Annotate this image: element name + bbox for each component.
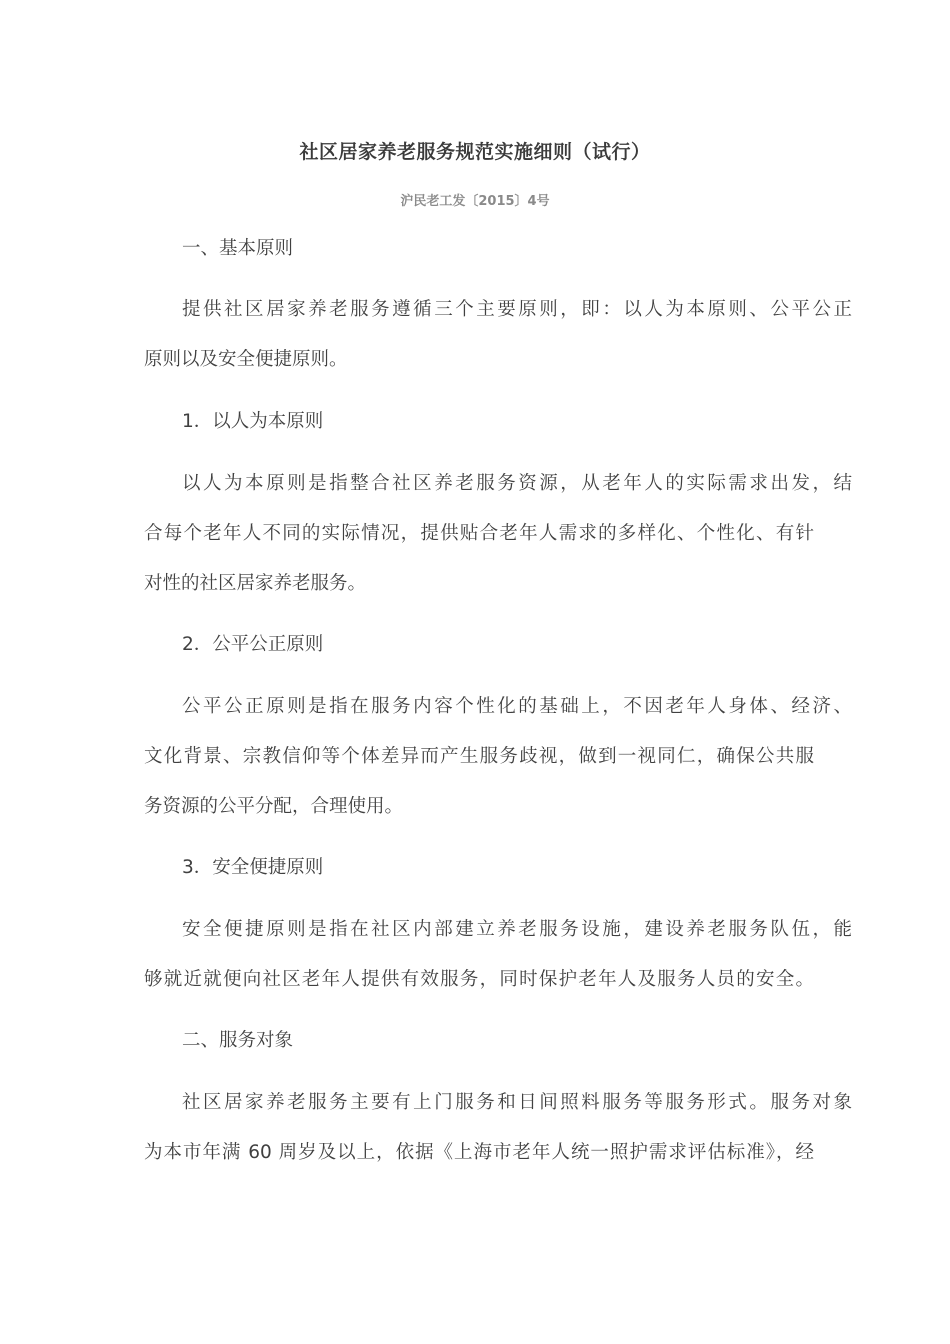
subsection-heading-fairness: 2．公平公正原则 [182, 634, 324, 655]
paragraph-line: 以人为本原则是指整合社区养老服务资源，从老年人的实际需求出发，结 [182, 473, 852, 494]
paragraph-line: 够就近就便向社区老年人提供有效服务，同时保护老年人及服务人员的安全。 [144, 969, 814, 990]
paragraph-line: 安全便捷原则是指在社区内部建立养老服务设施，建设养老服务队伍，能 [182, 919, 852, 940]
subsection-heading-safety: 3．安全便捷原则 [182, 857, 324, 878]
section-heading-basic-principles: 一、基本原则 [182, 238, 294, 259]
section-heading-service-targets: 二、服务对象 [182, 1030, 294, 1051]
paragraph-line: 原则以及安全便捷原则。 [144, 349, 348, 370]
paragraph-line: 对性的社区居家养老服务。 [144, 573, 367, 594]
subsection-heading-people-oriented: 1．以人为本原则 [182, 411, 324, 432]
paragraph-line: 为本市年满 60 周岁及以上，依据《上海市老年人统一照护需求评估标准》，经 [144, 1142, 814, 1163]
document-title: 社区居家养老服务规范实施细则（试行） [299, 141, 651, 163]
paragraph-line: 提供社区居家养老服务遵循三个主要原则，即：以人为本原则、公平公正 [182, 299, 852, 320]
document-number: 沪民老工发〔2015〕4号 [400, 194, 550, 209]
paragraph-line: 务资源的公平分配，合理使用。 [144, 796, 404, 817]
paragraph-line: 文化背景、宗教信仰等个体差异而产生服务歧视，做到一视同仁，确保公共服 [144, 746, 814, 767]
paragraph-line: 社区居家养老服务主要有上门服务和日间照料服务等服务形式。服务对象 [182, 1092, 852, 1113]
paragraph-line: 公平公正原则是指在服务内容个性化的基础上，不因老年人身体、经济、 [182, 696, 852, 717]
paragraph-line: 合每个老年人不同的实际情况，提供贴合老年人需求的多样化、个性化、有针 [144, 523, 814, 544]
